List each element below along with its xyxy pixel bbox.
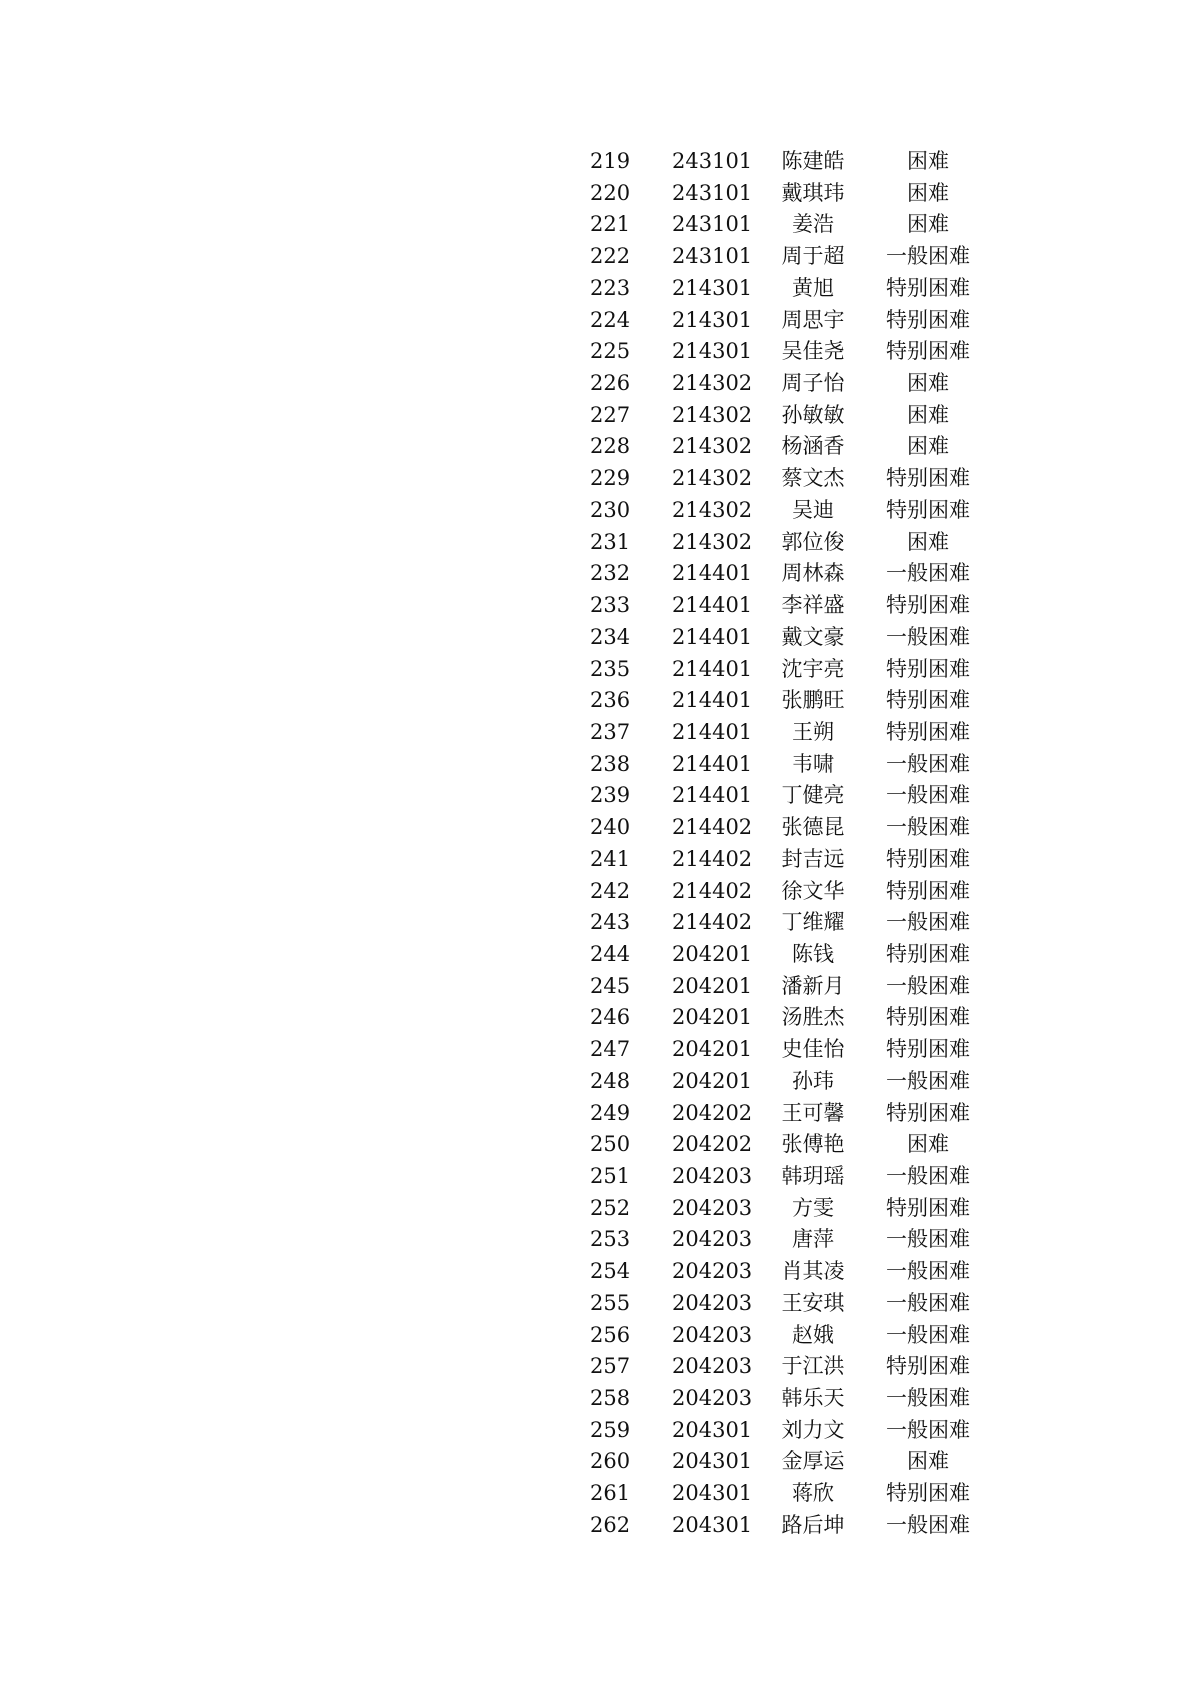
difficulty-level: 一般困难 (886, 244, 970, 269)
table-row (590, 844, 970, 876)
student-name: 韩玥瑶 (781, 1164, 845, 1188)
class-code: 204203 (672, 1195, 753, 1220)
student-name: 王可馨 (781, 1100, 845, 1125)
table-row (590, 1446, 970, 1478)
class-code: 214401 (672, 719, 753, 744)
class-code: 214402 (672, 815, 753, 840)
row-number: 248 (590, 1068, 631, 1093)
class-code: 204203 (672, 1164, 753, 1188)
class-code: 214401 (672, 561, 753, 586)
student-name: 唐萍 (792, 1227, 834, 1252)
difficulty-level: 特别困难 (886, 497, 970, 522)
table-row (590, 400, 970, 432)
difficulty-level: 一般困难 (886, 1259, 970, 1284)
difficulty-level: 一般困难 (886, 1068, 970, 1093)
student-name: 张德昆 (781, 815, 845, 840)
difficulty-level: 特别困难 (886, 1037, 970, 1062)
student-name: 李祥盛 (781, 593, 845, 618)
difficulty-level: 困难 (907, 529, 949, 554)
student-name: 吴迪 (792, 497, 834, 522)
table-row (590, 1161, 970, 1193)
class-code: 204203 (672, 1290, 753, 1315)
row-number: 241 (590, 846, 631, 871)
row-number: 238 (590, 751, 631, 776)
row-number: 237 (590, 719, 631, 744)
difficulty-level: 一般困难 (886, 1512, 970, 1537)
row-number: 233 (590, 593, 631, 618)
class-code: 204201 (672, 941, 753, 966)
table-row (590, 305, 970, 337)
difficulty-level: 一般困难 (886, 1227, 970, 1252)
class-code: 204201 (672, 973, 753, 998)
row-number: 254 (590, 1259, 631, 1284)
difficulty-level: 困难 (907, 371, 949, 396)
row-number: 246 (590, 1005, 631, 1030)
table-row (590, 939, 970, 971)
table-row (590, 1066, 970, 1098)
difficulty-level: 一般困难 (886, 783, 970, 808)
student-name: 周于超 (781, 244, 845, 269)
student-list-table (590, 146, 970, 1542)
difficulty-level: 特别困难 (886, 719, 970, 744)
table-row (590, 1002, 970, 1034)
table-row (590, 971, 970, 1003)
table-row (590, 1256, 970, 1288)
student-name: 徐文华 (781, 878, 845, 903)
difficulty-level: 一般困难 (886, 1322, 970, 1347)
difficulty-level: 特别困难 (886, 1354, 970, 1379)
difficulty-level: 一般困难 (886, 1290, 970, 1315)
table-row (590, 368, 970, 400)
table-row (590, 1193, 970, 1225)
class-code: 204201 (672, 1068, 753, 1093)
class-code: 214402 (672, 878, 753, 903)
class-code: 204301 (672, 1481, 753, 1506)
table-row (590, 1351, 970, 1383)
class-code: 204203 (672, 1322, 753, 1347)
class-code: 214302 (672, 402, 753, 427)
student-name: 刘力文 (781, 1417, 845, 1442)
student-name: 戴琪玮 (781, 180, 845, 205)
difficulty-level: 困难 (907, 212, 949, 237)
row-number: 247 (590, 1037, 631, 1062)
difficulty-level: 特别困难 (886, 339, 970, 364)
table-row (590, 1034, 970, 1066)
class-code: 214301 (672, 339, 753, 364)
row-number: 252 (590, 1195, 631, 1220)
student-name: 史佳怡 (781, 1037, 845, 1062)
difficulty-level: 特别困难 (886, 1195, 970, 1220)
class-code: 214401 (672, 624, 753, 649)
difficulty-level: 一般困难 (886, 910, 970, 935)
difficulty-level: 一般困难 (886, 561, 970, 586)
table-row (590, 241, 970, 273)
student-name: 肖其凌 (781, 1259, 845, 1284)
student-name: 姜浩 (792, 212, 834, 237)
row-number: 234 (590, 624, 631, 649)
class-code: 214401 (672, 783, 753, 808)
row-number: 231 (590, 529, 631, 554)
table-row (590, 717, 970, 749)
row-number: 230 (590, 497, 631, 522)
class-code: 214302 (672, 434, 753, 459)
difficulty-level: 特别困难 (886, 1100, 970, 1125)
student-name: 沈宇亮 (781, 656, 845, 681)
row-number: 258 (590, 1386, 631, 1411)
student-name: 于江洪 (781, 1354, 845, 1379)
class-code: 204301 (672, 1512, 753, 1537)
table-row (590, 749, 970, 781)
difficulty-level: 一般困难 (886, 624, 970, 649)
class-code: 214302 (672, 371, 753, 396)
difficulty-level: 一般困难 (886, 973, 970, 998)
row-number: 228 (590, 434, 631, 459)
student-name: 张傅艳 (781, 1132, 845, 1157)
student-name: 韦啸 (792, 751, 834, 776)
difficulty-level: 特别困难 (886, 593, 970, 618)
class-code: 214402 (672, 910, 753, 935)
row-number: 223 (590, 275, 631, 300)
difficulty-level: 困难 (907, 149, 949, 173)
class-code: 204301 (672, 1449, 753, 1474)
row-number: 261 (590, 1481, 631, 1506)
difficulty-level: 特别困难 (886, 878, 970, 903)
row-number: 226 (590, 371, 631, 396)
class-code: 204301 (672, 1417, 753, 1442)
row-number: 236 (590, 688, 631, 713)
class-code: 214302 (672, 497, 753, 522)
table-row (590, 495, 970, 527)
student-name: 丁健亮 (781, 783, 845, 808)
row-number: 251 (590, 1164, 631, 1188)
row-number: 235 (590, 656, 631, 681)
difficulty-level: 特别困难 (886, 466, 970, 491)
table-row (590, 1415, 970, 1447)
table-row (590, 1510, 970, 1542)
row-number: 249 (590, 1100, 631, 1125)
table-row (590, 590, 970, 622)
class-code: 214401 (672, 593, 753, 618)
student-name: 黄旭 (792, 275, 834, 300)
table-row (590, 209, 970, 241)
class-code: 214302 (672, 466, 753, 491)
table-row (590, 463, 970, 495)
student-name: 赵娥 (792, 1322, 834, 1347)
table-row (590, 907, 970, 939)
row-number: 219 (590, 149, 631, 173)
difficulty-level: 特别困难 (886, 941, 970, 966)
row-number: 221 (590, 212, 631, 237)
row-number: 224 (590, 307, 631, 332)
student-name: 金厚运 (781, 1449, 845, 1474)
difficulty-level: 一般困难 (886, 1386, 970, 1411)
student-name: 蒋欣 (792, 1481, 834, 1506)
class-code: 214401 (672, 688, 753, 713)
difficulty-level: 特别困难 (886, 275, 970, 300)
row-number: 239 (590, 783, 631, 808)
row-number: 262 (590, 1512, 631, 1537)
class-code: 204201 (672, 1005, 753, 1030)
student-name: 戴文豪 (781, 624, 845, 649)
table-row (590, 1098, 970, 1130)
class-code: 243101 (672, 244, 753, 269)
student-name: 周林森 (781, 561, 845, 586)
row-number: 243 (590, 910, 631, 935)
table-row (590, 1320, 970, 1352)
table-row (590, 273, 970, 305)
class-code: 214302 (672, 529, 753, 554)
difficulty-level: 一般困难 (886, 1417, 970, 1442)
row-number: 257 (590, 1354, 631, 1379)
difficulty-level: 困难 (907, 402, 949, 427)
student-name: 张鹏旺 (781, 688, 845, 713)
student-name: 潘新月 (781, 973, 845, 998)
table-row (590, 685, 970, 717)
table-row (590, 1288, 970, 1320)
student-name: 杨涵香 (781, 434, 845, 459)
table-row (590, 622, 970, 654)
class-code: 214401 (672, 656, 753, 681)
class-code: 243101 (672, 180, 753, 205)
student-name: 蔡文杰 (781, 466, 845, 491)
row-number: 255 (590, 1290, 631, 1315)
row-number: 232 (590, 561, 631, 586)
class-code: 243101 (672, 212, 753, 237)
class-code: 204202 (672, 1100, 753, 1125)
table-row (590, 1224, 970, 1256)
difficulty-level: 困难 (907, 1449, 949, 1474)
row-number: 229 (590, 466, 631, 491)
row-number: 259 (590, 1417, 631, 1442)
student-name: 封吉远 (781, 846, 845, 871)
table-row (590, 1383, 970, 1415)
difficulty-level: 特别困难 (886, 846, 970, 871)
difficulty-level: 特别困难 (886, 307, 970, 332)
class-code: 204203 (672, 1386, 753, 1411)
student-name: 方雯 (792, 1195, 834, 1220)
difficulty-level: 困难 (907, 180, 949, 205)
table-row (590, 558, 970, 590)
row-number: 253 (590, 1227, 631, 1252)
difficulty-level: 困难 (907, 1132, 949, 1157)
student-name: 丁维耀 (781, 910, 845, 935)
row-number: 250 (590, 1132, 631, 1157)
student-name: 周子怡 (781, 371, 845, 396)
row-number: 245 (590, 973, 631, 998)
student-name: 韩乐天 (781, 1386, 845, 1411)
class-code: 214301 (672, 275, 753, 300)
difficulty-level: 特别困难 (886, 1481, 970, 1506)
difficulty-level: 特别困难 (886, 1005, 970, 1030)
difficulty-level: 特别困难 (886, 688, 970, 713)
student-name: 陈钱 (792, 941, 834, 966)
row-number: 260 (590, 1449, 631, 1474)
row-number: 256 (590, 1322, 631, 1347)
table-row (590, 431, 970, 463)
difficulty-level: 困难 (907, 434, 949, 459)
table-row (590, 812, 970, 844)
table-row (590, 876, 970, 908)
student-name: 路后坤 (781, 1512, 845, 1537)
class-code: 214301 (672, 307, 753, 332)
class-code: 204203 (672, 1227, 753, 1252)
student-name: 吴佳尧 (781, 339, 845, 364)
class-code: 204202 (672, 1132, 753, 1157)
student-name: 孙敏敏 (781, 402, 845, 427)
student-name: 汤胜杰 (781, 1005, 845, 1030)
class-code: 204201 (672, 1037, 753, 1062)
difficulty-level: 一般困难 (886, 751, 970, 776)
class-code: 214401 (672, 751, 753, 776)
table-row (590, 780, 970, 812)
row-number: 244 (590, 941, 631, 966)
row-number: 225 (590, 339, 631, 364)
table-row (590, 336, 970, 368)
difficulty-level: 特别困难 (886, 656, 970, 681)
student-name: 陈建皓 (781, 149, 845, 173)
student-name: 周思宇 (781, 307, 845, 332)
class-code: 204203 (672, 1354, 753, 1379)
class-code: 204203 (672, 1259, 753, 1284)
class-code: 243101 (672, 149, 753, 173)
table-row (590, 1478, 970, 1510)
student-name: 王安琪 (781, 1290, 845, 1315)
row-number: 227 (590, 402, 631, 427)
table-row (590, 654, 970, 686)
student-name: 王朔 (792, 719, 834, 744)
student-name: 孙玮 (792, 1068, 834, 1093)
row-number: 222 (590, 244, 631, 269)
student-name: 郭位俊 (781, 529, 845, 554)
row-number: 242 (590, 878, 631, 903)
table-row (590, 146, 970, 178)
table-row (590, 527, 970, 559)
row-number: 220 (590, 180, 631, 205)
difficulty-level: 一般困难 (886, 1164, 970, 1188)
row-number: 240 (590, 815, 631, 840)
class-code: 214402 (672, 846, 753, 871)
table-row (590, 178, 970, 210)
table-row (590, 1129, 970, 1161)
difficulty-level: 一般困难 (886, 815, 970, 840)
